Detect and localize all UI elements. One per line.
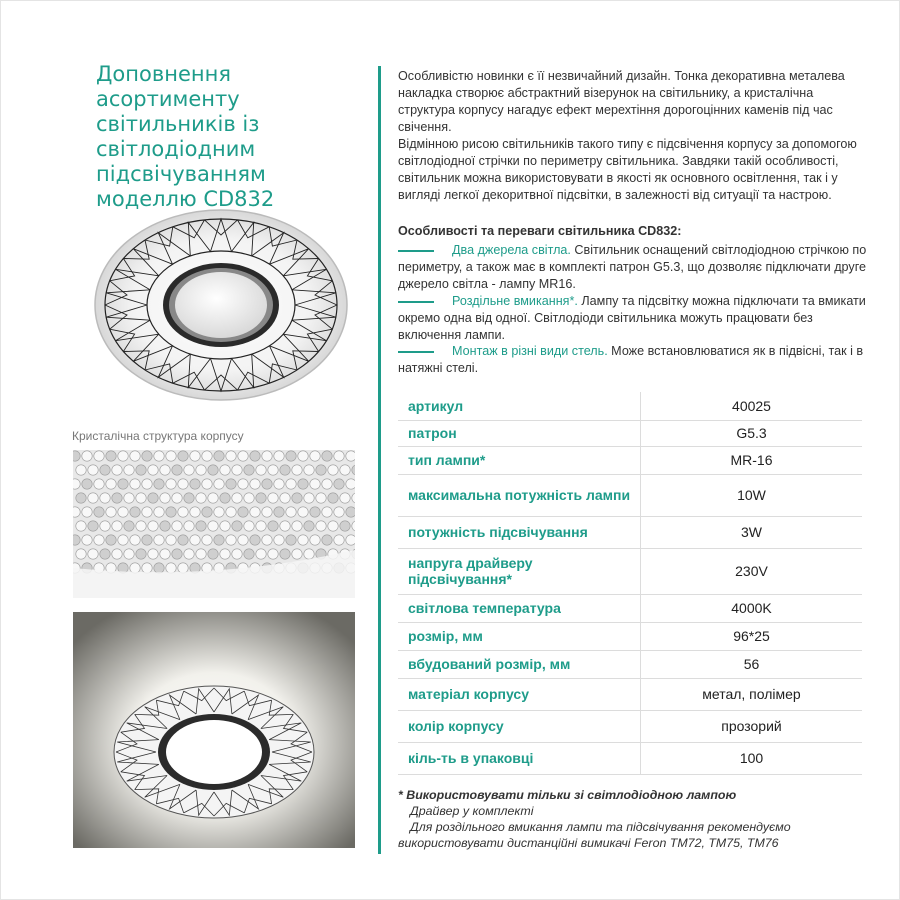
spec-value: 96*25 — [641, 622, 863, 650]
spec-row — [398, 742, 862, 774]
crystal-structure-photo — [73, 450, 355, 598]
vertical-divider — [378, 66, 381, 854]
feature-highlight: Два джерела світла. — [452, 243, 571, 257]
spec-value: 100 — [641, 742, 863, 774]
spec-value: G5.3 — [641, 420, 863, 446]
spec-row — [398, 392, 862, 420]
crystal-caption: Кристалічна структура корпусу — [72, 429, 244, 443]
footnotes — [398, 787, 878, 851]
spec-label: потужність підсвічування — [408, 524, 588, 540]
features-title: Особливості та переваги світильника CD832: — [398, 224, 682, 238]
spec-value: 40025 — [641, 392, 863, 420]
spec-row — [398, 710, 862, 742]
spec-label: вбудований розмір, мм — [408, 656, 571, 672]
lit-luminaire-photo — [73, 612, 355, 848]
spec-value: прозорий — [641, 710, 863, 742]
product-photo — [90, 205, 352, 405]
spec-value: 230V — [641, 548, 863, 594]
dash-marker — [398, 351, 434, 353]
feature-highlight: Роздільне вмикання*. — [452, 294, 578, 308]
feature-item — [398, 293, 873, 344]
spec-row — [398, 474, 862, 516]
spec-value: 10W — [641, 474, 863, 516]
spec-label: колір корпусу — [408, 718, 504, 734]
description-paragraph: Відмінною рисою світильників такого типу є підсвічення корпусу за допомогою світлодіодної стрічки по периметру світильника. Завдяки такій особливості, світильник можна використовувати в якості як основного освітлення, так і у вигляді легкої декоритвної підсвітки, в залежності від ситуації та настрою. — [398, 137, 857, 202]
spec-row — [398, 622, 862, 650]
footnote-item: Драйвер у комплекті — [410, 804, 534, 818]
spec-label: світлова температура — [408, 600, 561, 616]
spec-label: артикул — [408, 397, 464, 414]
spec-label: напруга драйверу підсвічування* — [408, 555, 533, 587]
spec-row — [398, 548, 862, 594]
spec-value: MR-16 — [641, 446, 863, 474]
feature-item — [398, 242, 873, 293]
spec-label: матеріал корпусу — [408, 686, 530, 702]
spec-value: 56 — [641, 650, 863, 678]
spec-label: патрон — [408, 425, 457, 441]
feature-text: Може встановлюватися як в підвісні, так і в натяжні стелі. — [398, 344, 864, 375]
spec-row — [398, 650, 862, 678]
dash-marker — [398, 250, 434, 252]
spec-row — [398, 420, 862, 446]
footnote-item: Для роздільного вмикання лампи та підсвічування рекомендуємо використовувати дистанційні вимикачі Feron TM72, TM75, TM76 — [398, 820, 791, 850]
spec-label: максимальна потужність лампи — [408, 487, 631, 503]
footnote-item: * Використовувати тільки зі світлодіодною лампою — [398, 788, 737, 802]
spec-value: метал, полімер — [641, 678, 863, 710]
description — [398, 68, 868, 204]
spec-label: розмір, мм — [408, 628, 483, 644]
spec-row — [398, 446, 862, 474]
spec-row — [398, 516, 862, 548]
spec-row — [398, 594, 862, 622]
specs-table — [398, 392, 862, 775]
spec-row — [398, 678, 862, 710]
feature-highlight: Монтаж в різні види стель. — [452, 344, 608, 358]
page-title: Доповнення асортименту світильників із світлодіодним підсвічуванням моделлю CD832 — [96, 62, 275, 211]
dash-marker — [398, 301, 434, 303]
spec-value: 4000K — [641, 594, 863, 622]
feature-text: Лампу та підсвітку можна підключати та вмикати окремо одна від одної. Світлодіоди світильника можуть працювати без включення лампи. — [398, 294, 866, 342]
spec-label: тип лампи* — [408, 452, 486, 468]
spec-label: кіль-ть в упаковці — [408, 750, 534, 766]
feature-item — [398, 343, 873, 377]
description-paragraph: Особливістю новинки є її незвичайний дизайн. Тонка декоративна металева накладка створює абстрактний візерунок на світильнику, а кристалічна структура корпусу нагадує ефект мерехтіння дорогоцінних каменів під час свічення. — [398, 69, 845, 134]
spec-value: 3W — [641, 516, 863, 548]
feature-text: Світильник оснащений світлодіодною стрічкою по периметру, а також має в комплекті патрон G5.3, що дозволяє підключати друге джерело світла - лампу MR16. — [398, 243, 867, 291]
